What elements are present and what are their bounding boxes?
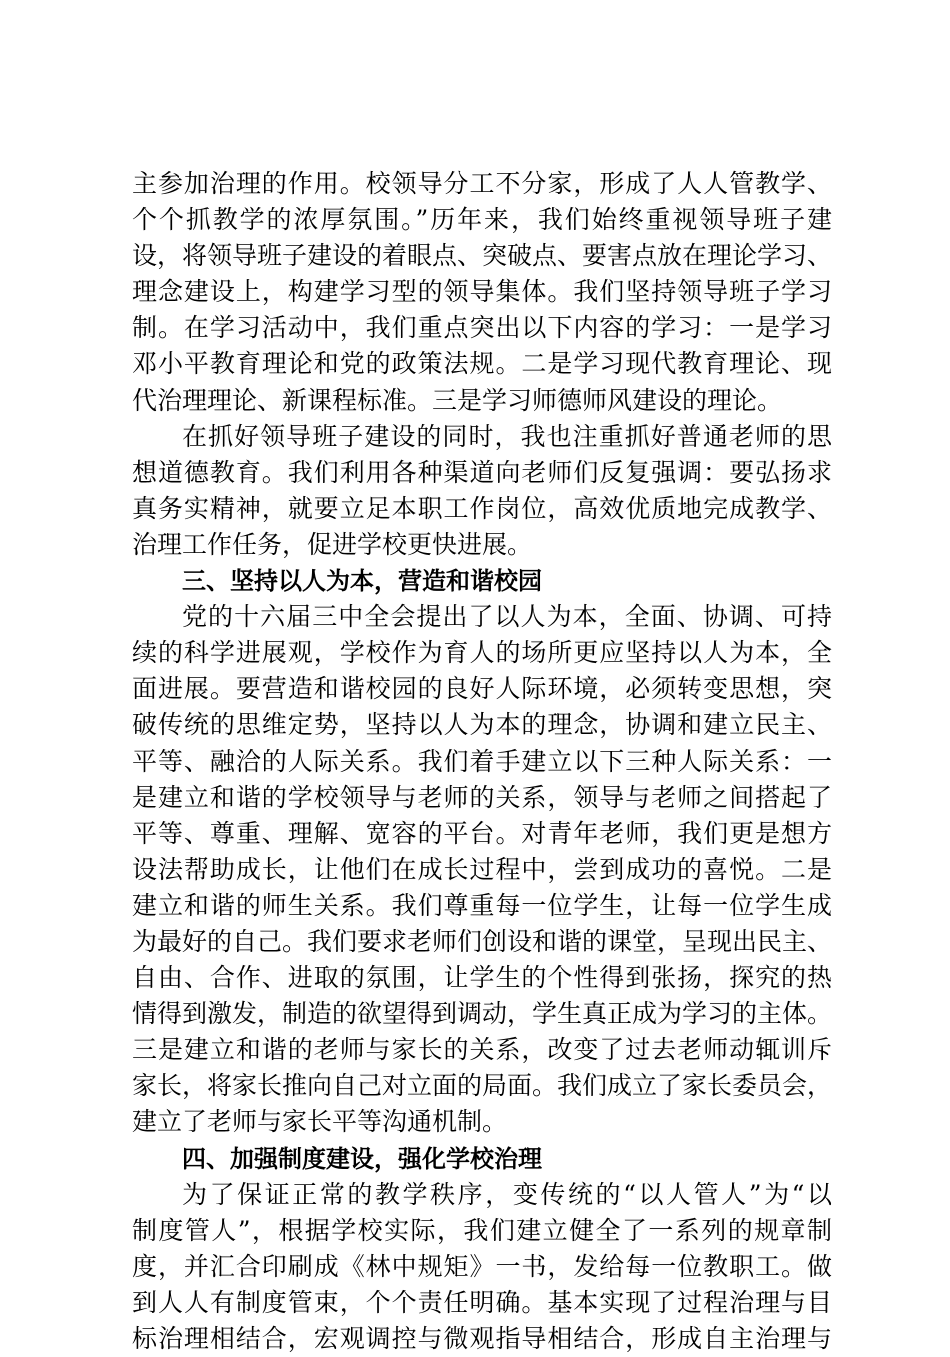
text-line: 自由、合作、进取的氛围，让学生的个性得到张扬，探究的热 [132,963,832,993]
text-line: 个个抓教学的浓厚氛围。”历年来，我们始终重视领导班子建 [132,205,832,235]
text-line: 在抓好领导班子建设的同时，我也注重抓好普通老师的思 [182,421,832,451]
text-line: 是建立和谐的学校领导与老师的关系，领导与老师之间搭起了 [132,782,832,812]
paragraph-harmonious-campus [132,599,832,1140]
text-line: 理念建设上，构建学习型的领导集体。我们坚持领导班子学习 [132,277,832,307]
paragraph-leadership-study [132,166,832,419]
text-line: 代治理理论、新课程标准。三是学习师德师风建设的理论。 [132,385,783,415]
text-line: 续的科学进展观，学校作为育人的场所更应坚持以人为本，全 [132,638,832,668]
paragraph-teacher-ethics [132,419,832,563]
text-line: 治理工作任务，促进学校更快进展。 [132,529,533,559]
text-line: 度，并汇合印刷成《林中规矩》一书，发给每一位教职工。做 [132,1251,832,1281]
text-line: 党的十六届三中全会提出了以人为本，全面、协调、可持 [182,602,832,632]
text-line: 真务实精神，就要立足本职工作岗位，高效优质地完成教学、 [132,493,832,523]
text-line: 标治理相结合，宏观调控与微观指导相结合，形成自主治理与 [132,1324,832,1353]
document-body [132,166,832,1357]
text-line: 制。在学习活动中，我们重点突出以下内容的学习：一是学习 [132,313,832,343]
text-line: 主参加治理的作用。校领导分工不分家，形成了人人管教学、 [132,169,832,198]
text-line: 制度管人”，根据学校实际，我们建立健全了一系列的规章制 [132,1215,832,1245]
text-line: 为最好的自己。我们要求老师们创设和谐的课堂，呈现出民主、 [132,926,833,956]
text-line: 到人人有制度管束，个个责任明确。基本实现了过程治理与目 [132,1287,832,1317]
section-heading-4: 四、加强制度建设，强化学校治理 [182,1144,542,1173]
paragraph-school-rules [132,1177,832,1357]
text-line: 面进展。要营造和谐校园的良好人际环境，必须转变思想，突 [132,674,832,704]
section-heading-3: 三、坚持以人为本，营造和谐校园 [182,567,542,596]
text-line: 破传统的思维定势，坚持以人为本的理念，协调和建立民主、 [132,710,832,740]
text-line: 邓小平教育理论和党的政策法规。二是学习现代教育理论、现 [132,349,832,379]
text-line: 三是建立和谐的老师与家长的关系，改变了过去老师动辄训斥 [132,1035,832,1065]
text-line: 平等、尊重、理解、宽容的平台。对青年老师，我们更是想方 [132,818,832,848]
text-line: 情得到激发，制造的欲望得到调动，学生真正成为学习的主体。 [132,999,833,1029]
text-line: 建立和谐的师生关系。我们尊重每一位学生，让每一位学生成 [132,890,832,920]
text-line: 设法帮助成长，让他们在成长过程中，尝到成功的喜悦。二是 [132,854,832,884]
text-line: 想道德教育。我们利用各种渠道向老师们反复强调：要弘扬求 [132,457,832,487]
text-line: 设，将领导班子建设的着眼点、突破点、要害点放在理论学习、 [132,241,833,271]
text-line: 家长，将家长推向自己对立面的局面。我们成立了家长委员会， [132,1071,833,1101]
text-line: 平等、融洽的人际关系。我们着手建立以下三种人际关系：一 [132,746,832,776]
text-line: 建立了老师与家长平等沟通机制。 [132,1107,508,1137]
text-line: 为了保证正常的教学秩序，变传统的“以人管人”为“以 [182,1179,832,1209]
